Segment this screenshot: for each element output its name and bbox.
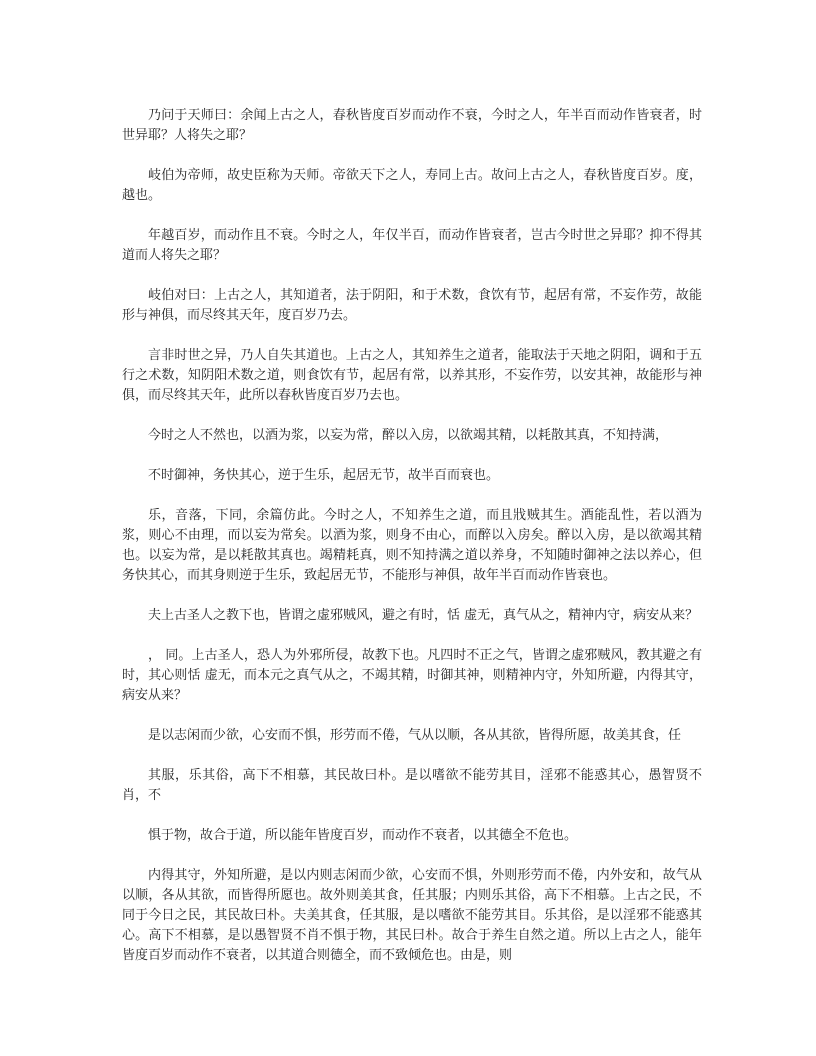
paragraph: 内得其守，外知所避，是以内则志闲而少欲，心安而不惧，外则形劳而不倦，内外安和，故气从以顺，各从其欲，而皆得所愿也。故外则美其食，任其服；内则乐其俗，高下不相慕。上古之民，不同于今日之民，其民故曰朴。夫美其食，任其服，是以嗜欲不能劳其目。乐其俗，是以淫邪不能惑其心。高下不相慕，是以愚智贤不肖不惧于物，其民曰朴。故合于养生自然之道。所以上古之人，能年皆度百岁而动作不衰者，以其道合则德全，而不致倾危也。由是，则	[122, 868, 702, 963]
paragraph: 夫上古圣人之教下也，皆谓之虚邪贼风，避之有时，恬 虚无，真气从之，精神内守，病安从来？	[148, 608, 699, 623]
paragraph: ， 同。上古圣人，恐人为外邪所侵，故教下也。凡四时不正之气，皆谓之虚邪贼风，教其避之有时，其心则恬 虚无，而本元之真气从之，不竭其精，时御其神，则精神内守，外知所避，内得其守，病安从来？	[122, 648, 702, 703]
paragraph: 乃问于天师曰：余闻上古之人，春秋皆度百岁而动作不衰，今时之人，年半百而动作皆衰者，时世异耶？人将失之耶？	[122, 108, 702, 143]
paragraph: 年越百岁，而动作且不衰。今时之人，年仅半百，而动作皆衰者，岂古今时世之异耶？抑不得其道而人将失之耶？	[122, 228, 702, 263]
paragraph: 是以志闲而少欲，心安而不惧，形劳而不倦，气从以顺，各从其欲，皆得所愿，故美其食，任	[148, 728, 682, 743]
paragraph: 不时御神，务快其心，逆于生乐，起居无节，故半百而衰也。	[148, 468, 500, 483]
paragraph: 惧于物，故合于道，所以能年皆度百岁，而动作不衰者，以其德全不危也。	[148, 828, 578, 843]
paragraph: 岐伯对曰：上古之人，其知道者，法于阴阳，和于术数，食饮有节，起居有常，不妄作劳，故能形与神俱，而尽终其天年，度百岁乃去。	[122, 288, 702, 323]
paragraph: 乐，音落，下同，余篇仿此。今时之人，不知养生之道，而且戕贼其生。酒能乱性，若以酒为浆，则心不由理，而以妄为常矣。以酒为浆，则身不由心，而醉以入房矣。醉以入房，是以欲竭其精也。以妄为常，是以耗散其真也。竭精耗真，则不知持满之道以养身，不知随时御神之法以养心，但务快其心，而其身则逆于生乐，致起居无节，不能形与神俱，故年半百而动作皆衰也。	[122, 508, 702, 583]
paragraph: 其服，乐其俗，高下不相慕，其民故曰朴。是以嗜欲不能劳其目，淫邪不能惑其心，愚智贤不肖，不	[122, 768, 702, 803]
paragraph: 言非时世之异，乃人自失其道也。上古之人，其知养生之道者，能取法于天地之阴阳，调和于五行之术数，知阴阳术数之道，则食饮有节，起居有常，以养其形，不妄作劳，以安其神，故能形与神俱，而尽终其天年，此所以春秋皆度百岁乃去也。	[122, 348, 702, 403]
document-body	[122, 106, 702, 986]
paragraph: 岐伯为帝师，故史臣称为天师。帝欲天下之人，寿同上古。故问上古之人，春秋皆度百岁。度，越也。	[122, 168, 702, 203]
paragraph: 今时之人不然也，以酒为浆，以妄为常，醉以入房，以欲竭其精，以耗散其真，不知持满，	[148, 428, 669, 443]
